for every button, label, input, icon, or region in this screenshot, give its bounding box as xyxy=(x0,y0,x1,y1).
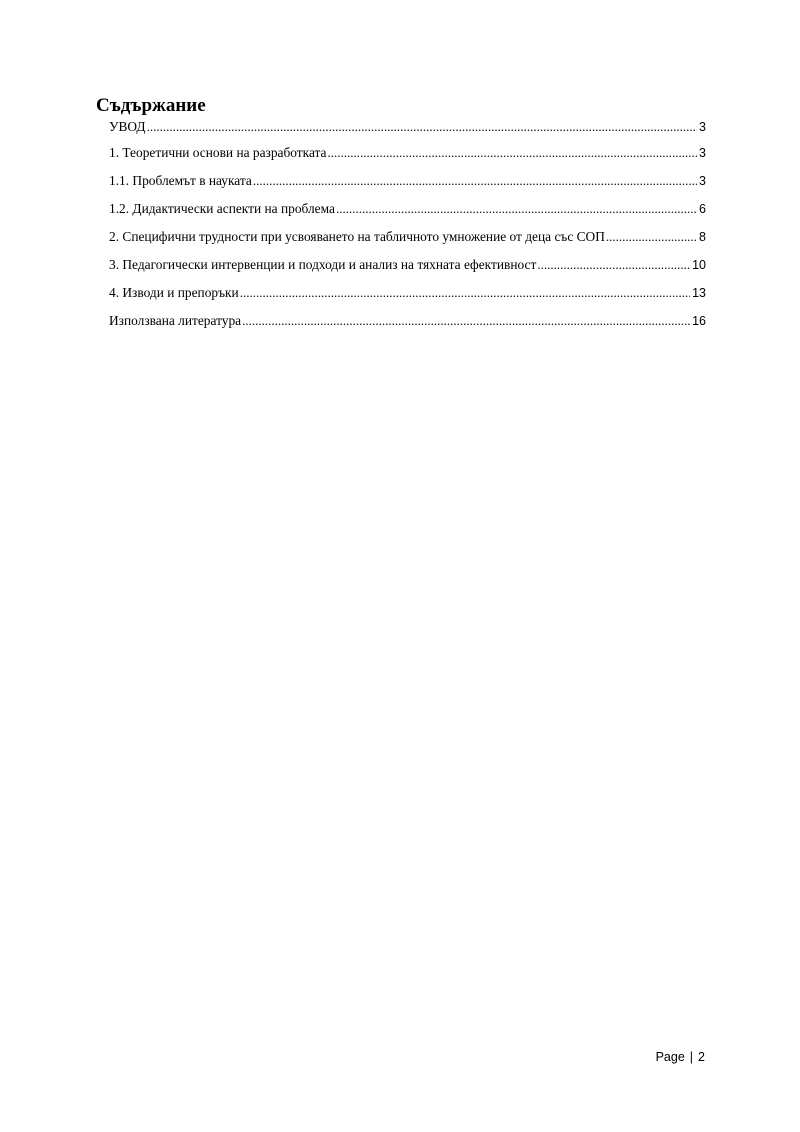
toc-dot-leader xyxy=(253,170,697,192)
toc-entry-introduction[interactable] xyxy=(109,116,706,142)
toc-dot-leader xyxy=(606,226,697,248)
toc-entry-problem-in-science[interactable] xyxy=(109,170,706,198)
toc-entry-text: Използвана литература xyxy=(109,313,242,328)
toc-dot-leader xyxy=(336,198,697,220)
toc-entry-text: 2. Специфични трудности при усвояването на табличното умножение от деца със СОП xyxy=(109,229,605,244)
toc-entry-text: 3. Педагогически интервенции и подходи и анализ на тяхната ефективност xyxy=(109,257,537,272)
toc-entry-pedagogical-interventions[interactable] xyxy=(109,254,706,282)
toc-entry-text: 1.1. Проблемът в науката xyxy=(109,173,252,188)
toc-entry-text: 1. Теоретични основи на разработката xyxy=(109,145,327,160)
page-number: 2 xyxy=(698,1050,705,1064)
toc-entry-text: 4. Изводи и препоръки xyxy=(109,285,239,300)
toc-dot-leader xyxy=(242,310,690,332)
toc-page-number: 8 xyxy=(699,230,706,244)
toc-entry-references[interactable] xyxy=(109,310,706,338)
page-separator: | xyxy=(689,1050,694,1064)
toc-dot-leader xyxy=(147,116,697,138)
page-label: Page xyxy=(655,1050,685,1064)
toc-entry-theoretical-foundations[interactable] xyxy=(109,142,706,170)
toc-page-number: 13 xyxy=(692,286,706,300)
toc-page-number: 6 xyxy=(699,202,706,216)
toc-page-number: 3 xyxy=(699,174,706,188)
toc-dot-leader xyxy=(240,282,690,304)
page-footer xyxy=(656,1048,705,1066)
toc-dot-leader xyxy=(328,142,698,164)
toc-page-number: 16 xyxy=(692,314,706,328)
toc-title: Съдържание xyxy=(96,95,206,116)
toc-page-number: 3 xyxy=(699,146,706,160)
toc-entry-text: УВОД xyxy=(109,119,146,134)
toc-page-number: 10 xyxy=(692,258,706,272)
toc-entry-specific-difficulties[interactable] xyxy=(109,226,706,254)
table-of-contents xyxy=(109,116,706,338)
toc-entry-didactic-aspects[interactable] xyxy=(109,198,706,226)
toc-entry-conclusions[interactable] xyxy=(109,282,706,310)
toc-entry-text: 1.2. Дидактически аспекти на проблема xyxy=(109,201,335,216)
toc-page-number: 3 xyxy=(699,120,706,134)
toc-dot-leader xyxy=(537,254,690,276)
